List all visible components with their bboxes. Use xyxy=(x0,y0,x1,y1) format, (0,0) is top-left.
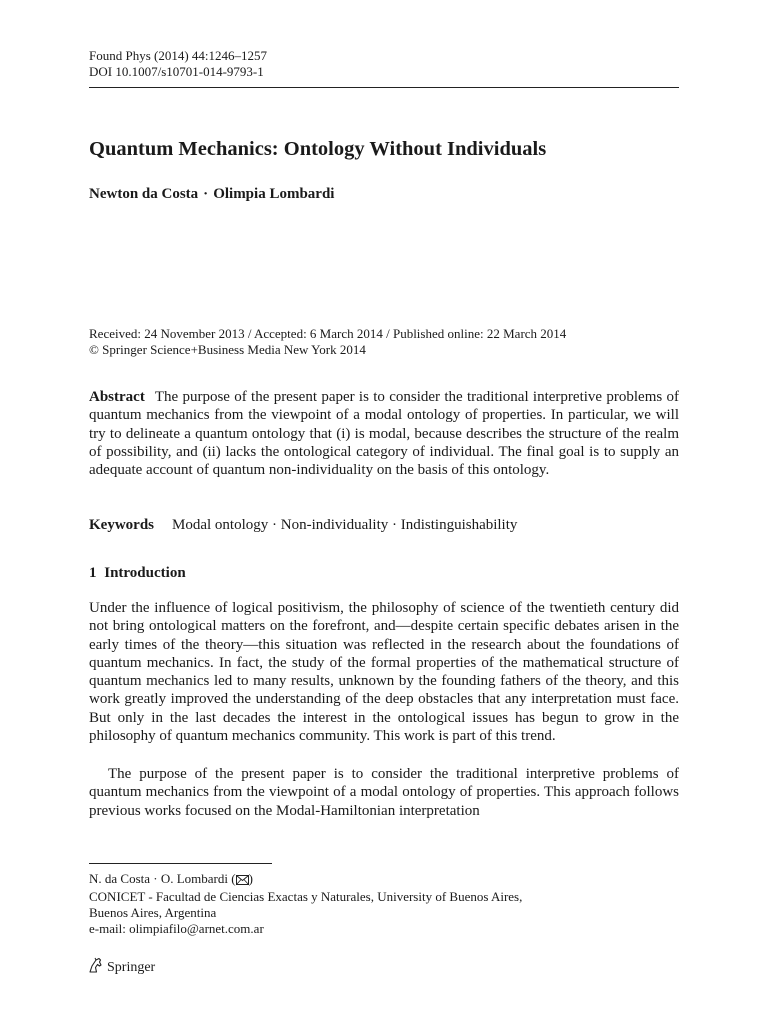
keywords-label: Keywords xyxy=(89,517,154,533)
keywords-text: Modal ontology · Non-individuality · Indistinguishability xyxy=(172,517,518,533)
footnote-names: N. da Costa · O. Lombardi ( xyxy=(89,871,236,886)
journal-doi: DOI 10.1007/s10701-014-9793-1 xyxy=(89,64,264,79)
keywords xyxy=(89,517,517,534)
author-footnote xyxy=(89,871,522,937)
header-rule xyxy=(89,87,679,88)
author-email: e-mail: olimpiafilo@arnet.com.ar xyxy=(89,921,264,936)
publisher-mark xyxy=(87,957,155,979)
affiliation-line: Buenos Aires, Argentina xyxy=(89,905,217,920)
section-title: Introduction xyxy=(104,565,186,581)
body-paragraph: The purpose of the present paper is to consider the traditional interpretive problems of quantum mechanics from the viewpoint of a modal ontology of properties. This approach follows previous works focused on the Modal-Hamiltonian interpretation xyxy=(89,766,679,819)
publication-dates xyxy=(89,326,566,358)
journal-header xyxy=(89,48,267,80)
author-name: Newton da Costa xyxy=(89,186,199,202)
author-separator: · xyxy=(203,186,209,202)
copyright-notice: © Springer Science+Business Media New York 2014 xyxy=(89,342,366,357)
section-number: 1 xyxy=(89,565,97,581)
author-name: Olimpia Lombardi xyxy=(213,186,335,202)
springer-horse-icon xyxy=(87,957,104,979)
abstract-text: The purpose of the present paper is to consider the traditional interpretive problems of quantum mechanics from the viewpoint of a modal ontology of properties. In particular, we will try to delineate a quantum ontology that (i) is modal, because describes the structure of the realm of possibility, and (ii) lacks the ontological category of individual. The final goal is to supply an adequate account of quantum non-individuality on the basis of this ontology. xyxy=(89,389,679,479)
footnote-rule xyxy=(89,863,272,864)
affiliation-line: CONICET - Facultad de Ciencias Exactas y Naturales, University of Buenos Aires, xyxy=(89,889,523,904)
footnote-names-close: ) xyxy=(248,871,253,886)
envelope-icon xyxy=(236,873,249,889)
paper-title: Quantum Mechanics: Ontology Without Individuals xyxy=(89,138,547,160)
author-list xyxy=(89,186,334,203)
abstract xyxy=(89,388,679,479)
footnote-names-line xyxy=(89,871,522,889)
section-heading xyxy=(89,565,186,582)
body-paragraph: Under the influence of logical positivism, the philosophy of science of the twentieth century did not bring ontological matters on the forefront, and—despite certain specific debates arisen in the early times of the theory—this situation was reflected in the research about the foundations of quantum mechanics. In fact, the study of the formal properties of the mathematical structure of quantum mechanics led to many results, unknown by the founding fathers of the theory, and this work greatly improved the understanding of the deep obstacles that any interpretation must face. But only in the last decades the interest in the ontological issues has begun to grow in the philosophy of quantum mechanics community. This work is part of this trend. xyxy=(89,600,679,745)
publisher-name: Springer xyxy=(107,960,156,975)
abstract-label: Abstract xyxy=(89,389,145,405)
history-dates: Received: 24 November 2013 / Accepted: 6 March 2014 / Published online: 22 March 2014 xyxy=(89,326,567,341)
journal-citation: Found Phys (2014) 44:1246–1257 xyxy=(89,48,268,63)
